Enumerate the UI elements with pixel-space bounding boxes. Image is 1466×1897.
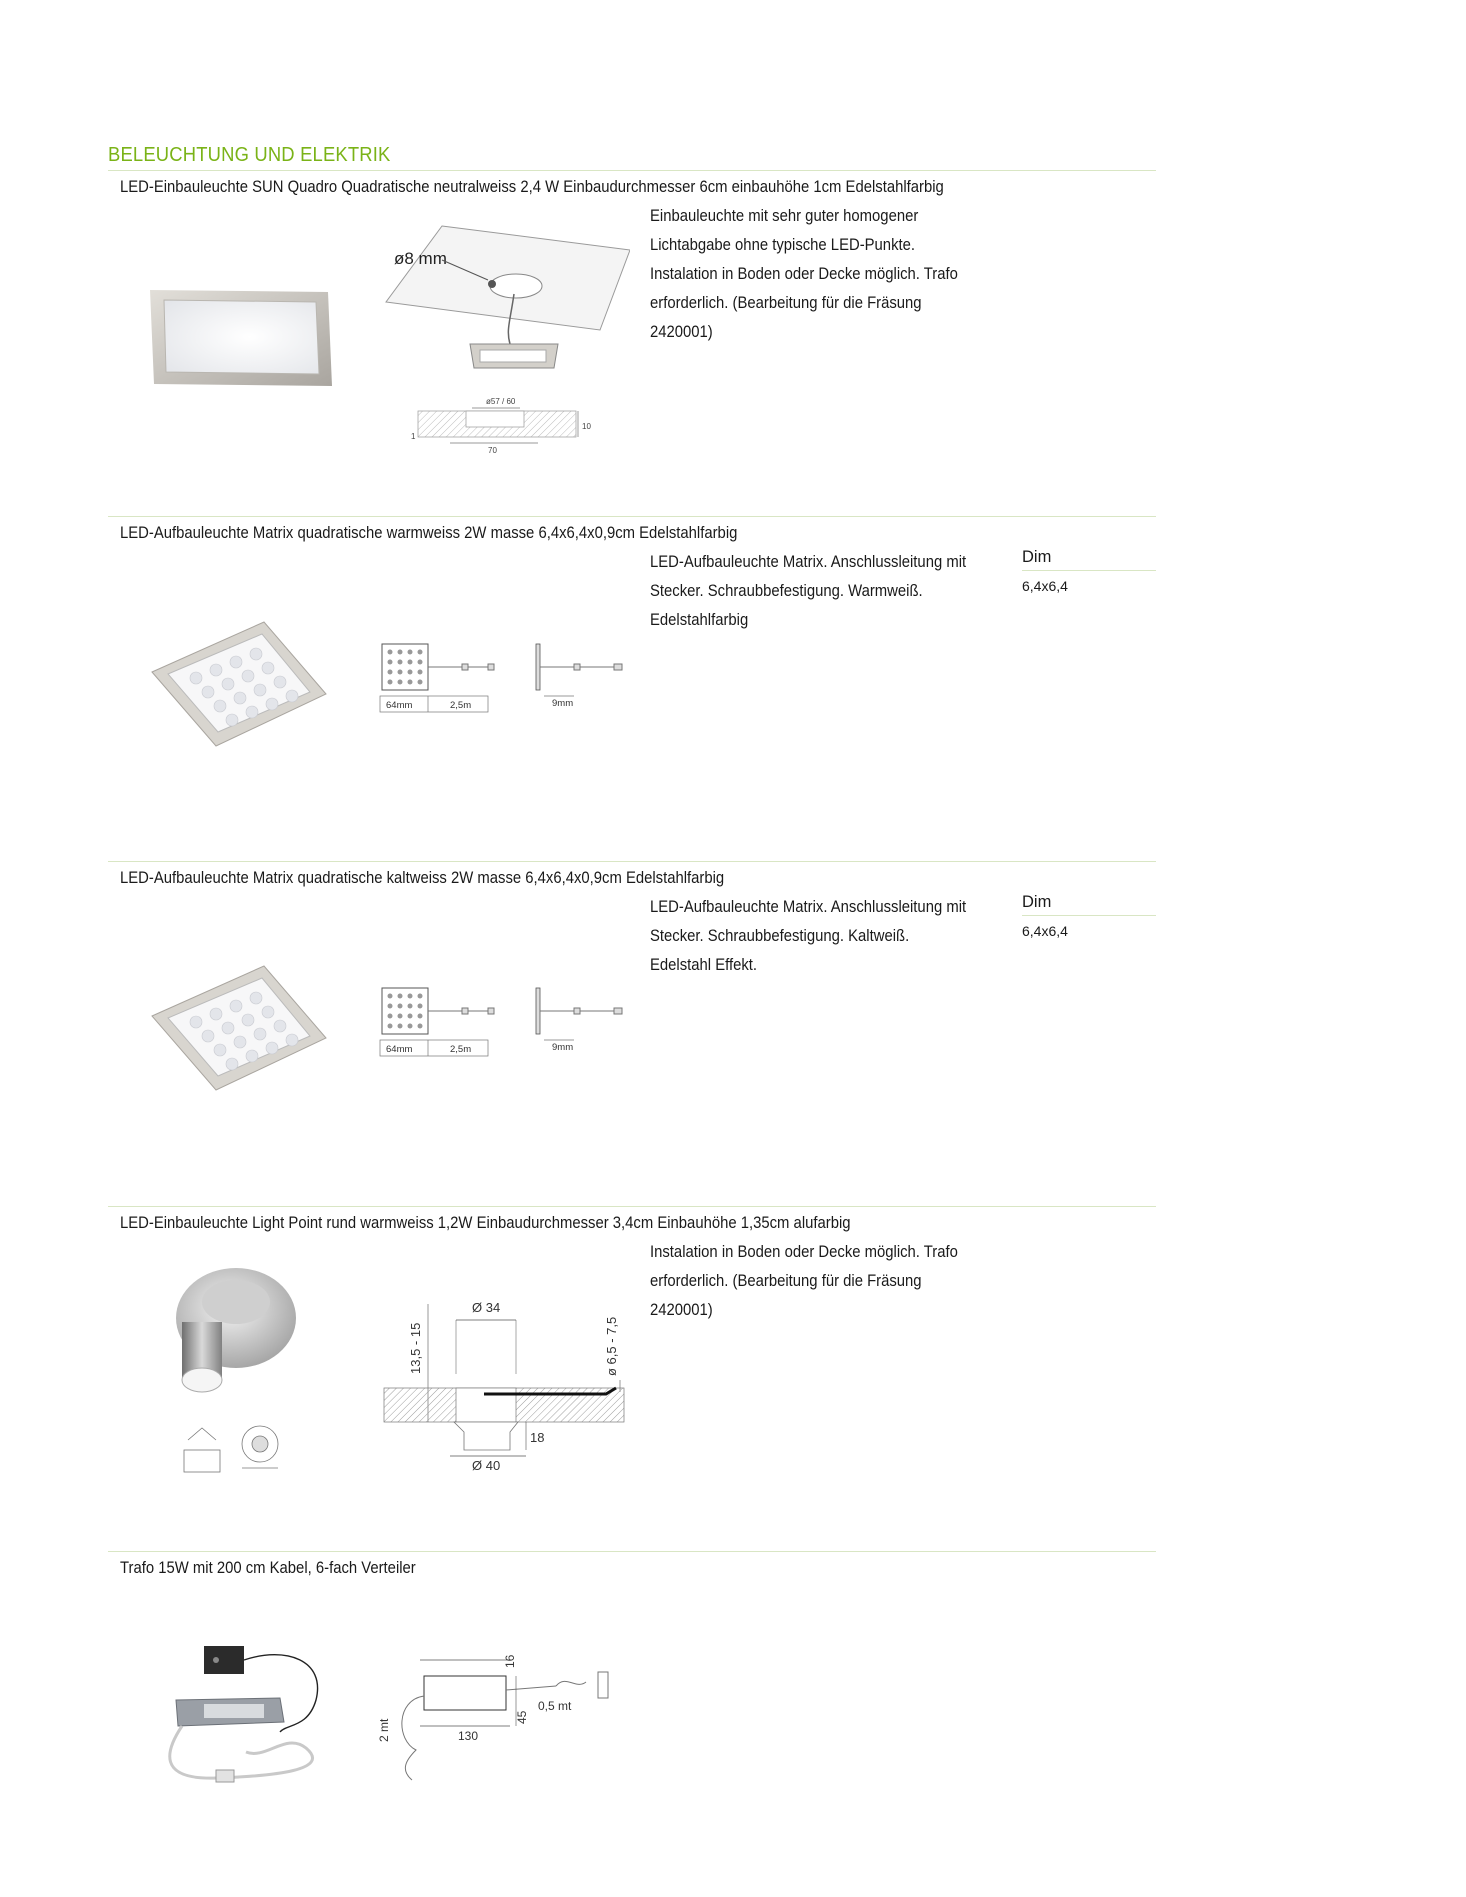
matrix-warm-photo — [146, 620, 332, 750]
dim-value: 6,4x6,4 — [1022, 923, 1068, 939]
divider — [108, 516, 1156, 517]
cut-label: ø57 / 60 — [486, 397, 516, 406]
product-description: LED-Aufbauleuchte Matrix. Anschlussleitung mit Stecker. Schraubbefestigung. Kaltweiß. Edelstahl Effekt. — [650, 898, 967, 974]
height-range-label: 13,5 - 15 — [408, 1322, 423, 1374]
product-title: Trafo 15W mit 200 cm Kabel, 6-fach Verteiler — [120, 1559, 416, 1577]
product-description: Instalation in Boden oder Decke möglich. Trafo erforderlich. (Bearbeitung für die Fräsung 2420001) — [650, 1243, 958, 1319]
cable-hole-label: ø8 mm — [394, 249, 447, 268]
dim-value: 6,4x6,4 — [1022, 578, 1068, 594]
matrix-cold-photo — [146, 964, 332, 1094]
matrix-cold-drawing — [376, 984, 626, 1064]
dim-header: Dim — [1022, 893, 1156, 916]
trafo-photo — [156, 1640, 332, 1790]
sun-quadro-mounting-drawing — [380, 222, 630, 378]
depth-label: 10 — [582, 422, 591, 431]
width-label: 45 — [515, 1710, 529, 1724]
height-label: 9mm — [552, 1042, 574, 1053]
height-label: 9mm — [552, 698, 574, 709]
divider — [108, 170, 1156, 171]
cable-diameter-label: ø 6,5 - 7,5 — [604, 1316, 619, 1376]
short-cable-label: 0,5 mt — [538, 1699, 572, 1713]
product-title: LED-Aufbauleuchte Matrix quadratische kaltweiss 2W masse 6,4x6,4x0,9cm Edelstahlfarbig — [120, 869, 725, 887]
product-description: Einbauleuchte mit sehr guter homogener Lichtabgabe ohne typische LED-Punkte. Instalation in Boden oder Decke möglich. Trafo erforderlich. (Bearbeitung für die Fräsung 2420001) — [650, 207, 958, 341]
divider — [108, 1551, 1156, 1552]
width-label: 70 — [488, 446, 497, 455]
top-diameter-label: Ø 34 — [472, 1300, 501, 1315]
long-cable-label: 2 mt — [377, 1718, 391, 1742]
bottom-diameter-label: Ø 40 — [472, 1458, 501, 1473]
edge-label: 1 — [411, 432, 416, 441]
product-title: LED-Aufbauleuchte Matrix quadratische warmweiss 2W masse 6,4x6,4x0,9cm Edelstahlfarbig — [120, 524, 738, 542]
cable-label: 2,5m — [450, 1044, 472, 1055]
product-title: LED-Einbauleuchte Light Point rund warmweiss 1,2W Einbaudurchmesser 3,4cm Einbauhöhe 1,35cm alufarbig — [120, 1214, 851, 1232]
divider — [108, 861, 1156, 862]
product-title: LED-Einbauleuchte SUN Quadro Quadratische neutralweiss 2,4 W Einbaudurchmesser 6cm einbauhöhe 1cm Edelstahlfarbig — [120, 178, 944, 196]
matrix-warm-drawing — [376, 640, 626, 720]
sun-quadro-cut-drawing — [410, 395, 620, 457]
dim-header: Dim — [1022, 548, 1156, 571]
product-description: LED-Aufbauleuchte Matrix. Anschlussleitung mit Stecker. Schraubbefestigung. Warmweiß. Edelstahlfarbig — [650, 553, 967, 629]
light-point-photo — [156, 1262, 296, 1402]
sun-quadro-photo — [146, 288, 336, 388]
length-label: 130 — [458, 1729, 479, 1743]
depth-label: 18 — [530, 1430, 545, 1445]
height-label: 16 — [503, 1654, 517, 1668]
light-point-install-sketch — [172, 1420, 292, 1480]
divider — [108, 1206, 1156, 1207]
section-title: BELEUCHTUNG UND ELEKTRIK — [108, 144, 391, 166]
size-label: 64mm — [386, 1044, 413, 1055]
light-point-dimension-drawing — [380, 1284, 630, 1474]
cable-label: 2,5m — [450, 700, 472, 711]
trafo-dimension-drawing — [376, 1630, 626, 1790]
size-label: 64mm — [386, 700, 413, 711]
